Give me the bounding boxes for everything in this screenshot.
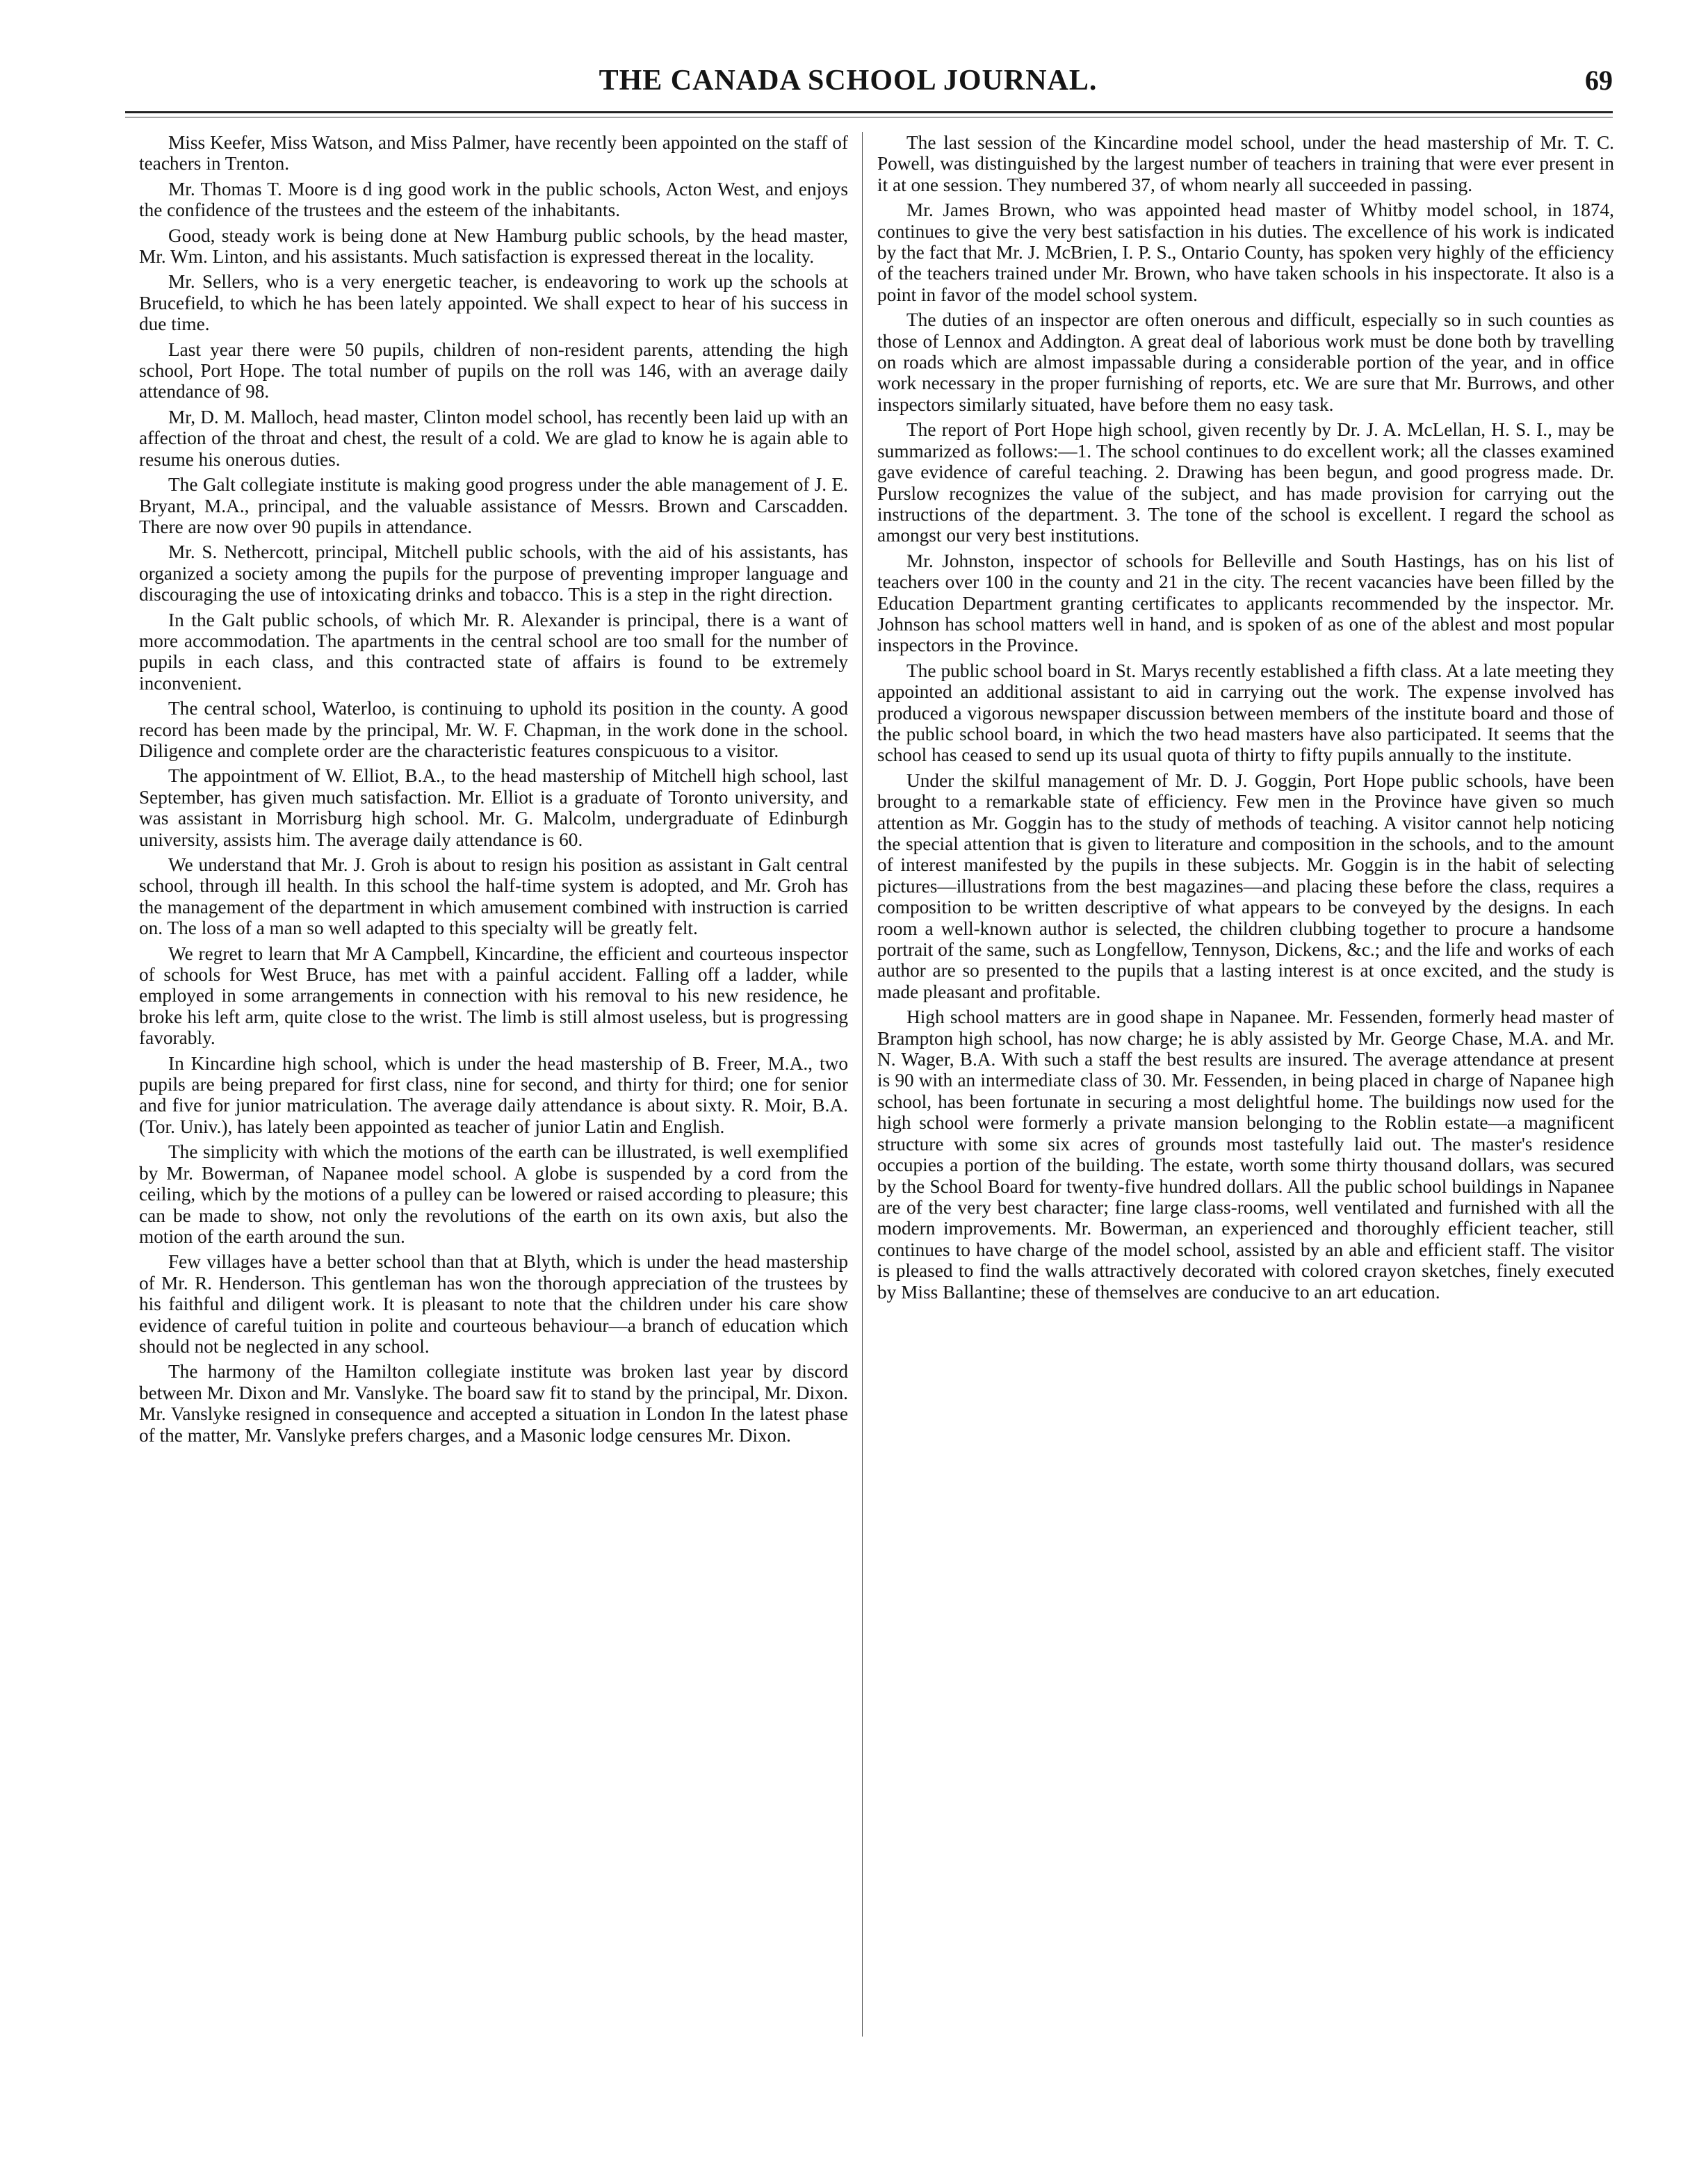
news-paragraph: Mr. James Brown, who was appointed head master of Whitby model school, in 1874, continues to give the very best satisfaction in his duties. The excellence of his work is indicated by the fact that Mr. J. McBrien, I. P. S., Ontario County, has spoken very highly of the efficiency of the teachers trained under Mr. Brown, who have taken schools in his inspectorate. It also is a point in favor of the model school system. (877, 199, 1614, 305)
news-paragraph: The public school board in St. Marys recently established a fifth class. At a late meeting they appointed an additional assistant to aid in carrying out the work. The expense involved has produced a vigorous newspaper discussion between members of the institute board and those of the public school board, in which the two head masters have also participated. It seems that the school has ceased to send up its usual quota of thirty to fifty pupils annually to the institute. (877, 660, 1614, 766)
journal-title: THE CANADA SCHOOL JOURNAL. (599, 65, 1098, 97)
news-paragraph: Few villages have a better school than that at Blyth, which is under the head mastership of Mr. R. Henderson. This gentleman has won the thorough appreciation of the trustees by his faithful and diligent work. It is pleasant to note that the children under his care show evidence of careful tuition in polite and courteous behaviour—a branch of education which should not be neglected in any school. (139, 1251, 848, 1357)
news-paragraph: The last session of the Kincardine model school, under the head mastership of Mr. T. C. Powell, was distinguished by the largest number of teachers in training that were ever present in it at one session. They numbered 37, of whom nearly all succeeded in passing. (877, 132, 1614, 195)
left-column (139, 132, 848, 2037)
news-paragraph: In the Galt public schools, of which Mr. R. Alexander is principal, there is a want of more accommodation. The apartments in the central school are too small for the number of pupils in each class, and this contracted state of affairs is found to be extremely inconvenient. (139, 609, 848, 694)
right-column (877, 132, 1614, 2037)
news-paragraph: In Kincardine high school, which is under the head mastership of B. Freer, M.A., two pupils are being prepared for first class, nine for second, and thirty for third; one for senior and five for junior matriculation. The average daily attendance is about sixty. R. Moir, B.A. (Tor. Univ.), has lately been appointed as teacher of junior Latin and English. (139, 1052, 848, 1137)
news-paragraph: Mr. Sellers, who is a very energetic teacher, is endeavoring to work up the schools at Brucefield, to which he has been lately appointed. We shall expect to hear of his success in due time. (139, 271, 848, 335)
page-header (83, 64, 1613, 106)
news-paragraph: Last year there were 50 pupils, children of non-resident parents, attending the high school, Port Hope. The total number of pupils on the roll was 146, with an average daily attendance of 98. (139, 338, 848, 402)
news-paragraph: The Galt collegiate institute is making good progress under the able management of J. E. Bryant, M.A., principal, and the valuable assistance of Messrs. Brown and Carscadden. There are now over 90 pupils in attendance. (139, 474, 848, 537)
news-paragraph: Under the skilful management of Mr. D. J. Goggin, Port Hope public schools, have been brought to a remarkable state of efficiency. Few men in the Province have given so much attention as Mr. Goggin has to the study of methods of teaching. A visitor cannot help noticing the special attention that is given to literature and composition in the schools, and to the amount of interest manifested by the pupils in these subjects. Mr. Goggin is in the habit of selecting pictures—illustrations from the best magazines—and placing these before the class, requires a composition to be written descriptive of what appears to be conveyed by the designs. In each room a well-known author is selected, the children clubbing together to procure a handsome portrait of the same, such as Longfellow, Tennyson, Dickens, &c.; and the life and works of each author are so presented to the pupils that a lasting interest is at once excited, and the study is made pleasant and profitable. (877, 769, 1614, 1002)
news-paragraph: We regret to learn that Mr A Campbell, Kincardine, the efficient and courteous inspector of schools for West Bruce, has met with a painful accident. Falling off a ladder, while employed in some arrangements in connection with his removal to his new residence, he broke his left arm, quite close to the wrist. The limb is still almost useless, but is progressing favorably. (139, 943, 848, 1049)
news-paragraph: Mr, D. M. Malloch, head master, Clinton model school, has recently been laid up with an affection of the throat and chest, the result of a cold. We are glad to know he is again able to resume his onerous duties. (139, 406, 848, 470)
news-paragraph: The central school, Waterloo, is continuing to uphold its position in the county. A good record has been made by the principal, Mr. W. F. Chapman, in the work done in the school. Diligence and complete order are the characteristic features conspicuous to a visitor. (139, 698, 848, 761)
news-paragraph: Mr. S. Nethercott, principal, Mitchell public schools, with the aid of his assistants, has organized a society among the pupils for the purpose of preventing improper language and discouraging the use of intoxicating drinks and tobacco. This is a step in the right direction. (139, 541, 848, 605)
news-paragraph: High school matters are in good shape in Napanee. Mr. Fessenden, formerly head master of Brampton high school, has now charge; he is ably assisted by Mr. George Chase, M.A. and Mr. N. Wager, B.A. With such a staff the best results are insured. The average attendance at present is 90 with an intermediate class of 30. Mr. Fessenden, in being placed in charge of Napanee high school, has been fortunate in securing a most delightful home. The buildings now used for the high school were formerly a private mansion belonging to the Roblin estate—a magnificent structure with some six acres of grounds most tastefully laid out. The master's residence occupies a portion of the building. The estate, worth some thirty thousand dollars, was secured by the School Board for twenty-five hundred dollars. All the public school buildings in Napanee are of the very best character; fine large class-rooms, well ventilated and furnished with all the modern improvements. Mr. Bowerman, an experienced and thoroughly efficient teacher, still continues to have charge of the model school, assisted by an able and efficient staff. The visitor is pleased to find the walls attractively decorated with colored crayon sketches, finely executed by Miss Ballantine; these of themselves are conducive to an art education. (877, 1006, 1614, 1303)
news-paragraph: Miss Keefer, Miss Watson, and Miss Palmer, have recently been appointed on the staff of teachers in Trenton. (139, 132, 848, 174)
news-paragraph: The simplicity with which the motions of the earth can be illustrated, is well exemplified by Mr. Bowerman, of Napanee model school. A globe is suspended by a cord from the ceiling, which by the motions of a pulley can be lowered or raised according to pleasure; this can be made to show, not only the revolutions of the earth on its own axis, but also the motion of the earth around the sun. (139, 1141, 848, 1247)
news-paragraph: Mr. Thomas T. Moore is d ing good work in the public schools, Acton West, and enjoys the confidence of the trustees and the esteem of the inhabitants. (139, 178, 848, 221)
news-paragraph: The report of Port Hope high school, given recently by Dr. J. A. McLellan, H. S. I., may be summarized as follows:—1. The school continues to do excellent work; all the classes examined gave evidence of careful teaching. 2. Drawing has been begun, and good progress made. Dr. Purslow recognizes the value of the subject, and has made provision for carrying out the instructions of the department. 3. The tone of the school is excellent. I regard the school as amongst our very best institutions. (877, 419, 1614, 546)
news-paragraph: The duties of an inspector are often onerous and difficult, especially so in such counties as those of Lennox and Addington. A great deal of laborious work must be done both by travelling on roads which are almost impassable during a considerable portion of the year, and in office work necessary in the proper furnishing of reports, etc. We are sure that Mr. Burrows, and other inspectors similarly situated, have before them no easy task. (877, 309, 1614, 415)
news-paragraph: The harmony of the Hamilton collegiate institute was broken last year by discord between Mr. Dixon and Mr. Vanslyke. The board saw fit to stand by the principal, Mr. Dixon. Mr. Vanslyke resigned in consequence and accepted a situation in London In the latest phase of the matter, Mr. Vanslyke prefers charges, and a Masonic lodge censures Mr. Dixon. (139, 1361, 848, 1446)
header-rule (125, 111, 1613, 113)
news-paragraph: We understand that Mr. J. Groh is about to resign his position as assistant in Galt central school, through ill health. In this school the half-time system is adopted, and Mr. Groh has the management of the department in which amusement combined with instruction is carried on. The loss of a man so well adapted to this specialty will be greatly felt. (139, 854, 848, 939)
news-paragraph: Mr. Johnston, inspector of schools for Belleville and South Hastings, has on his list of teachers over 100 in the county and 21 in the city. The recent vacancies have been filled by the Education Department granting certificates to applicants recommended by the inspector. Mr. Johnson has school matters well in hand, and is spoken of as one of the ablest and most popular inspectors in the Province. (877, 550, 1614, 656)
news-paragraph: The appointment of W. Elliot, B.A., to the head mastership of Mitchell high school, last September, has given much satisfaction. Mr. Elliot is a graduate of Toronto university, and was assistant in Morrisburg high school. Mr. G. Malcolm, undergraduate of Edinburgh university, assists him. The average daily attendance is 60. (139, 765, 848, 850)
news-paragraph: Good, steady work is being done at New Hamburg public schools, by the head master, Mr. Wm. Linton, and his assistants. Much satisfaction is expressed thereat in the locality. (139, 225, 848, 268)
column-divider (862, 132, 863, 2037)
page-number: 69 (1585, 65, 1613, 96)
